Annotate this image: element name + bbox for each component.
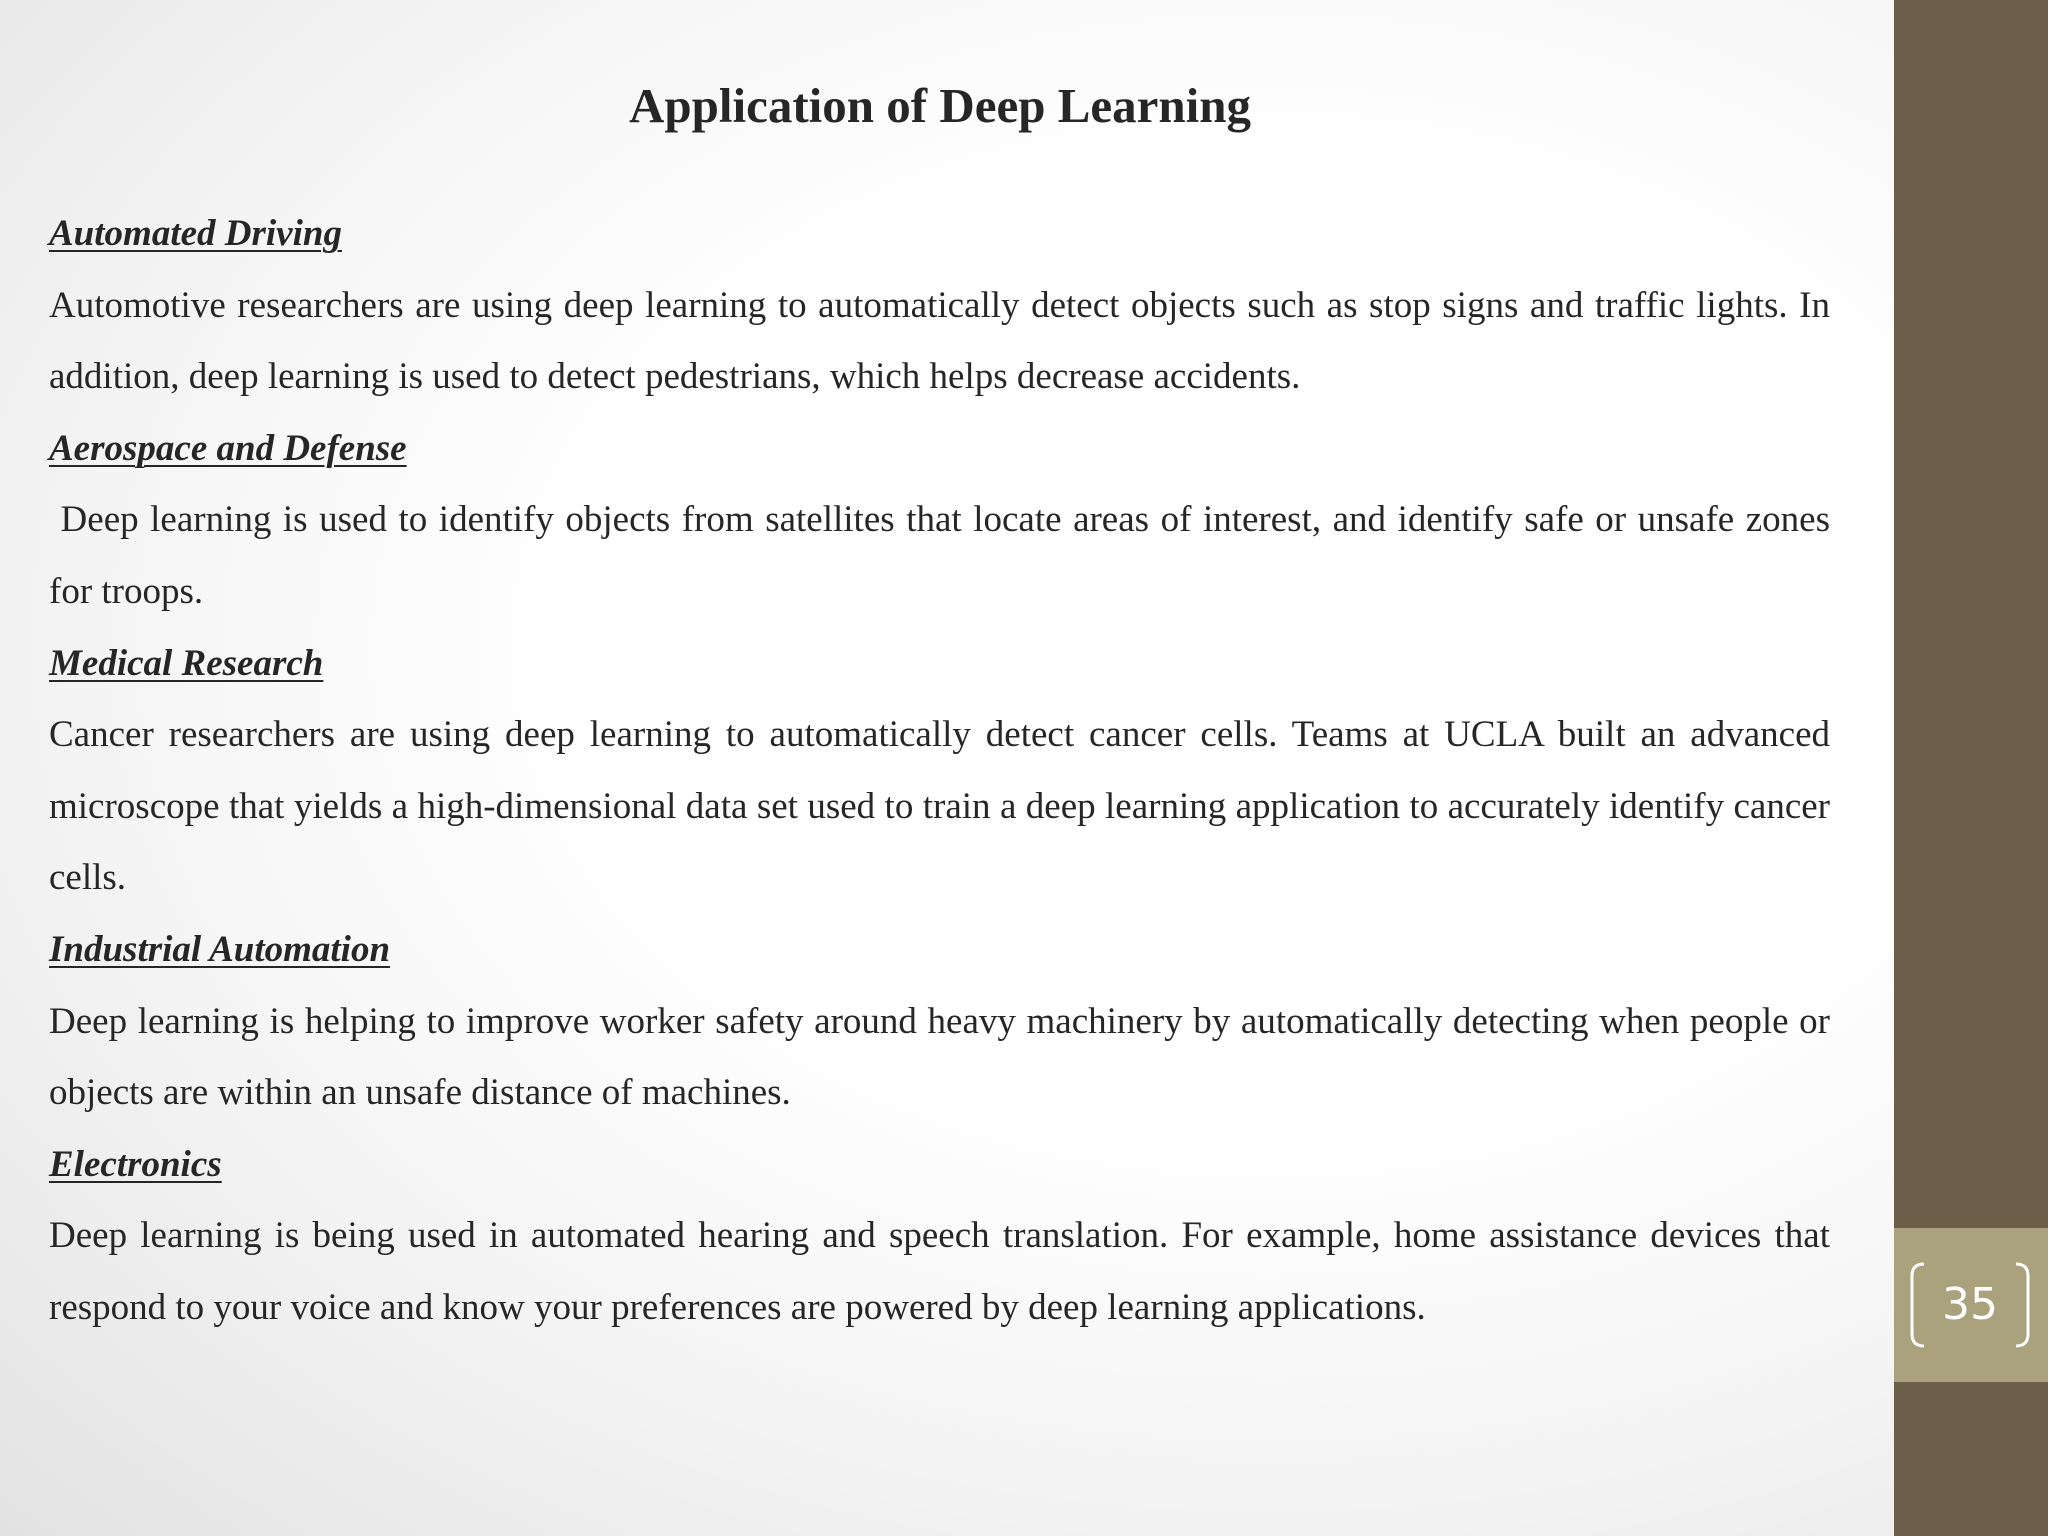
section-text: Deep learning is being used in automated hearing and speech translation. For example, home assistance devices that respond to your voice and know your preferences are powered by deep learning applications. bbox=[49, 1215, 1830, 1328]
page-number-frame bbox=[1908, 1262, 2032, 1348]
section-text: Deep learning is used to identify objects from satellites that locate areas of interest, and identify safe or unsafe zones for troops. bbox=[49, 499, 1840, 612]
page-number-box bbox=[1894, 1228, 2048, 1382]
section-heading: Automated Driving bbox=[49, 213, 342, 254]
section-text: Automotive researchers are using deep learning to automatically detect objects such as stop signs and traffic lights. In addition, deep learning is used to detect pedestrians, which helps decrease accidents. bbox=[49, 284, 1830, 398]
section-automated-driving bbox=[49, 198, 1830, 413]
section-heading: Medical Research bbox=[49, 642, 324, 684]
section-text: Cancer researchers are using deep learning to automatically detect cancer cells. Teams at UCLA built an advanced microscope that yields a high-dimensional data set used to train a deep learning application to accurately identify cancer cells. bbox=[49, 714, 1830, 899]
section-text: Deep learning is helping to improve worker safety around heavy machinery by automatically detecting when people or objects are within an unsafe distance of machines. bbox=[49, 1000, 1830, 1114]
section-heading: Industrial Automation bbox=[49, 928, 391, 970]
section-heading: Electronics bbox=[49, 1143, 222, 1185]
section-industrial-automation bbox=[49, 914, 1830, 1129]
section-aerospace-defense bbox=[49, 413, 1840, 628]
section-medical-research bbox=[49, 628, 1830, 914]
section-electronics bbox=[49, 1129, 1830, 1344]
slide-title: Application of Deep Learning bbox=[628, 78, 1252, 133]
slide-content bbox=[49, 198, 1840, 1344]
page-number: 35 bbox=[1942, 1279, 1998, 1330]
section-heading: Aerospace and Defense bbox=[49, 427, 407, 469]
